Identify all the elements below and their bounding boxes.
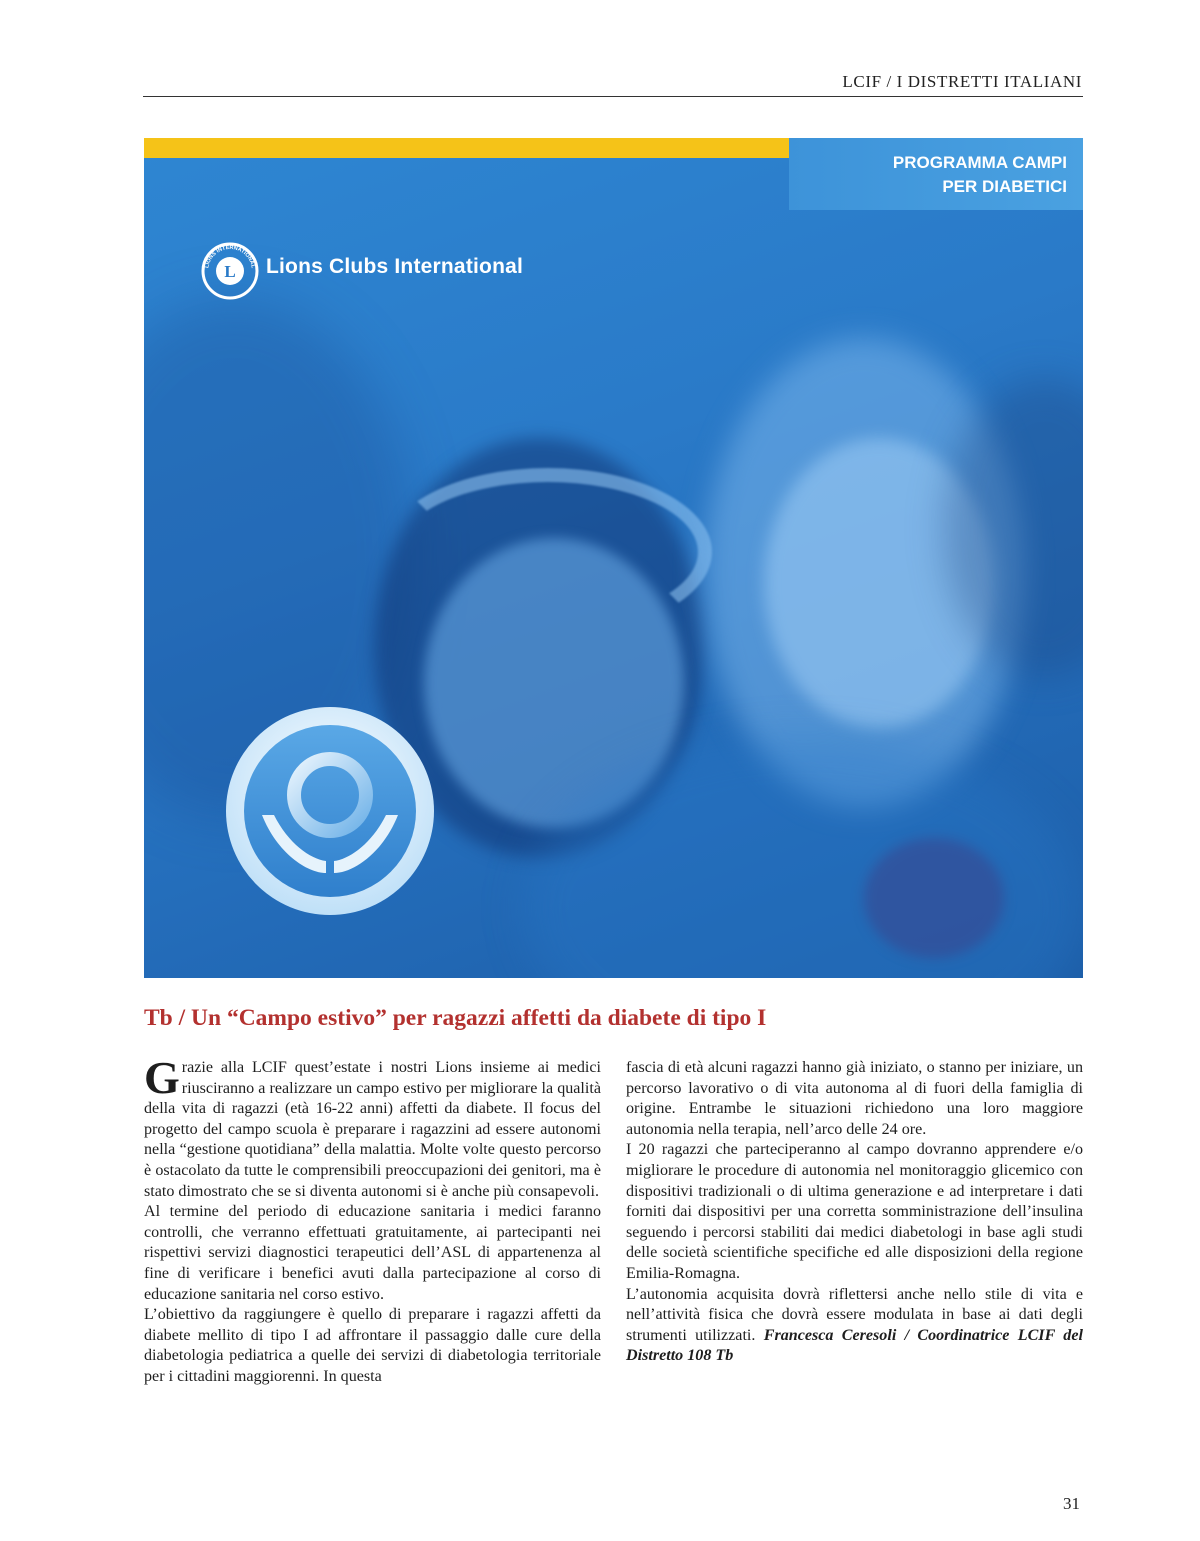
- header-rule: [143, 96, 1083, 97]
- article-paragraph-text: L’autonomia acquisita dovrà riflettersi anche nello stile di vita e nell’attività fisica che dovrà essere modulata in base ai dati degli strumenti utilizzati.: [626, 1285, 1083, 1344]
- drop-cap: G: [144, 1052, 180, 1103]
- lions-emblem-text: LIONS INTERNATIONAL: [204, 244, 256, 269]
- author-signature: Francesca Ceresoli / Coordinatrice LCIF del Distretto 108 Tb: [626, 1326, 1083, 1365]
- page-number: 31: [1063, 1494, 1080, 1513]
- article-paragraph: Al termine del periodo di educazione sanitaria i medici faranno controlli, che verranno effettuati gratuitamente, ai partecipanti nei rispettivi servizi diagnostici terapeutici dell’ASL di appartenenza al fine di verificare i benefici avuti dalla partecipazione al corso di educazione sanitaria nel corso estivo.: [144, 1203, 601, 1303]
- article-column-right: [626, 1058, 1083, 1367]
- program-label-line1: PROGRAMMA CAMPI: [892, 153, 1067, 172]
- article-paragraph: I 20 ragazzi che parteciperanno al campo dovranno apprendere e/o migliorare le procedure di autonomia nel monitoraggio glicemico con dispositivi tradizionali o di ultima generazione e ad interpretare i dati forniti dai dispositivi per una corretta somministrazione dell’insulina seguendo i percorsi stabiliti dai medici diabetologi in base agli studi delle società scientifiche specifiche ed alle disposizioni della regione Emilia-Romagna.: [626, 1141, 1083, 1282]
- article-paragraph: fascia di età alcuni ragazzi hanno già iniziato, o stanno per iniziare, un percorso lavorativo o di vita autonoma al di fuori della famiglia di origine. Entrambe le situazioni richiedono una loro maggiore autonomia nella terapia, nell’arco delle 24 ore.: [626, 1059, 1083, 1138]
- lions-emblem-letter: L: [224, 262, 236, 281]
- program-label-box: [789, 138, 1083, 210]
- diabetes-ring-hands-icon: [222, 703, 438, 919]
- program-label-line2: PER DIABETICI: [942, 177, 1067, 196]
- article-paragraph: [626, 1285, 1083, 1367]
- lions-emblem-icon: [200, 241, 260, 301]
- article-paragraph: L’obiettivo da raggiungere è quello di preparare i ragazzi affetti da diabete mellito di tipo I ad affrontare il passaggio dalle cure della diabetologia pediatrica a quelle dei servizi di diabetologia territoriale per i cittadini maggiorenni. In questa: [144, 1306, 601, 1385]
- article-paragraph-text: razie alla LCIF quest’estate i nostri Lions insieme ai medici riusciranno a realizzare un campo estivo per migliorare la qualità della vita di ragazzi (età 16-22 anni) affetti da diabete. Il focus del progetto del campo scuola è preparare i ragazzini ad essere autonomi nella “gestione quotidiana” della malattia. Molte volte questo percorso è ostacolato da tutte le comprensibili preoccupazioni dei genitori, ma è stato dimostrato che se si diventa autonomi si è anche più consapevoli.: [144, 1059, 601, 1200]
- hero-image: [144, 138, 1083, 978]
- article-title: Tb / Un “Campo estivo” per ragazzi affetti da diabete di tipo I: [144, 1005, 767, 1031]
- article-paragraph: [144, 1052, 601, 1202]
- article-column-left: [144, 1052, 601, 1388]
- yellow-accent-bar: [144, 138, 789, 158]
- running-header: LCIF / I DISTRETTI ITALIANI: [842, 72, 1082, 91]
- photo-shape-headband: [384, 468, 712, 636]
- brand-name: Lions Clubs International: [266, 255, 524, 278]
